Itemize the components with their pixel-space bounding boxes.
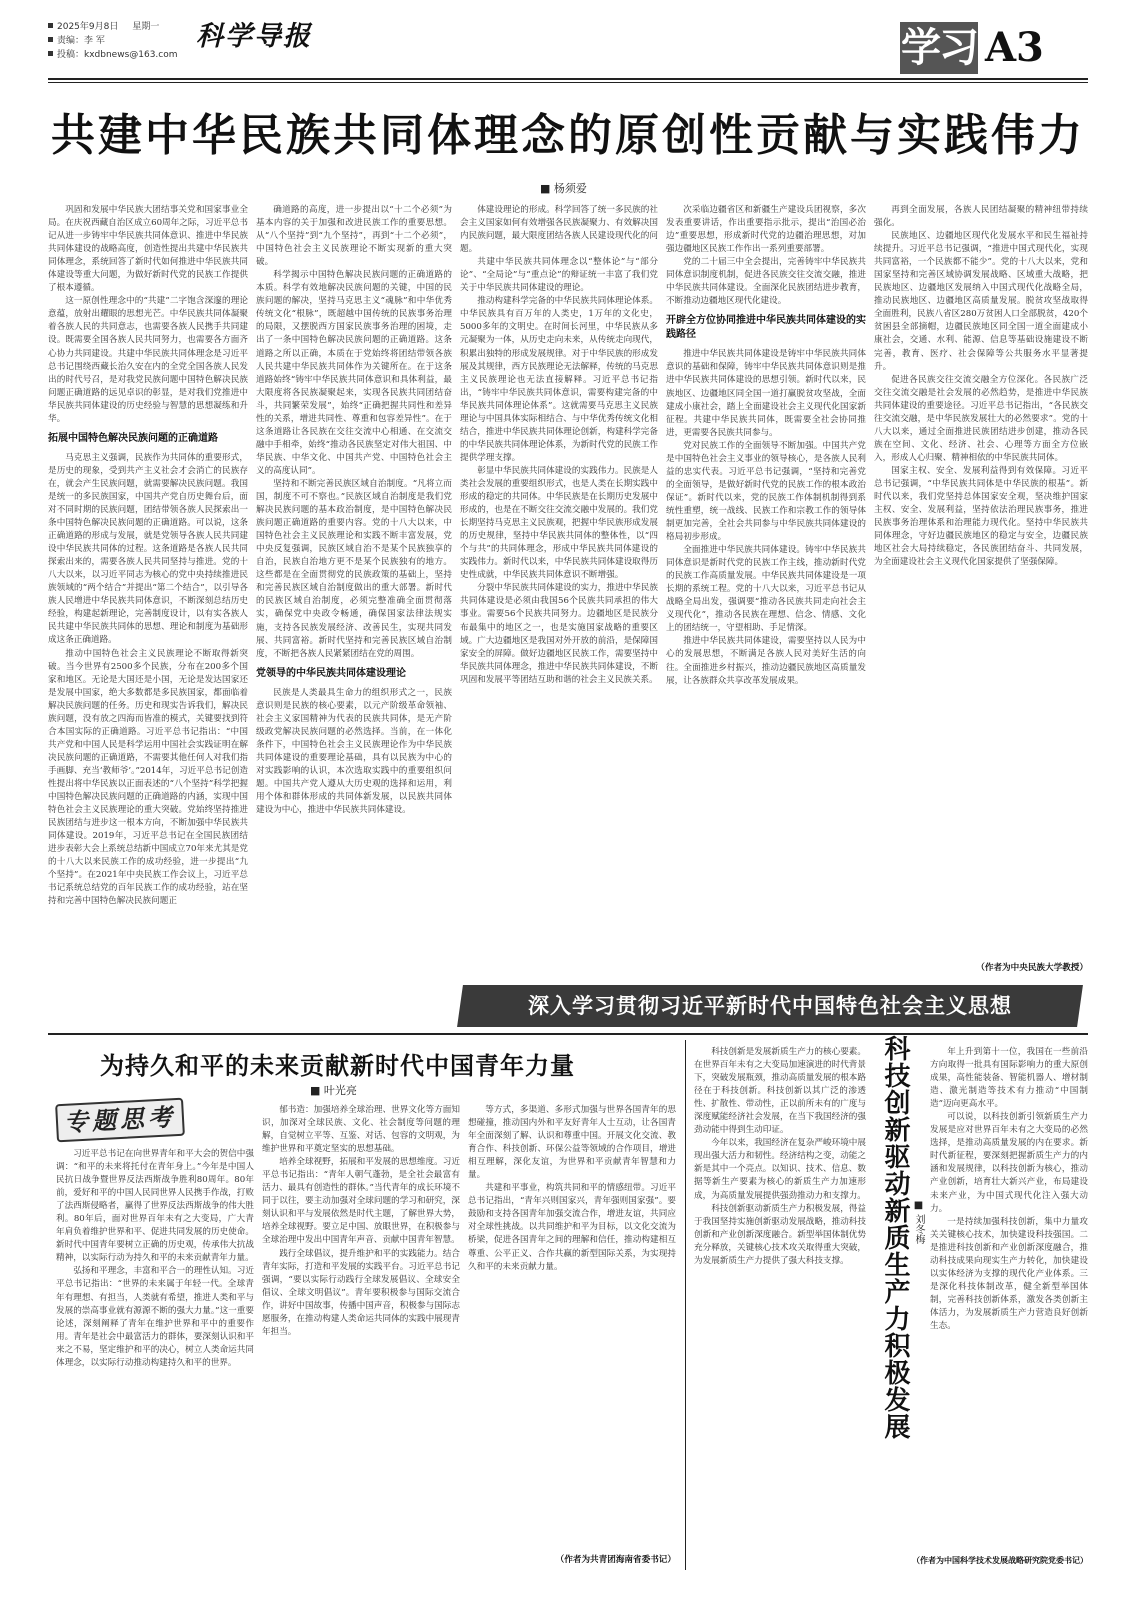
youth-column-1 (56, 1148, 254, 1568)
header-rule (48, 78, 1088, 80)
paragraph: 推动构建科学完备的中华民族共同体理论体系。中华民族具有百万年的人类史，1万年的文化史，5000多年的文明史。在时间长河里，中华民族从多元凝聚为一体，从历史走向未来，从传统走向现代，积累出独特的形成发展规律。对于中华民族的形成发展及其规律，西方民族理论无法解释，传统的马克思主义民族理论也无法直接解释。习近平总书记指出，“铸牢中华民族共同体意识，需要构建完备的中华民族共同体理论体系”。这就需要马克思主义民族理论与中国具体实际相结合、与中华优秀传统文化相结合，推进中华民族共同体理论创新，构建科学完备的中华民族共同体理论体系，为新时代党的民族工作提供学理支撑。 (460, 296, 658, 463)
paragraph: 郁书造：加强培养全球治理、世界文化等方面知识，加深对全球民族、文化、社会制度等问题的理解，自觉树立平等、互鉴、对话、包容的文明观，为维护世界和平奠定坚实的思想基础。 (262, 1105, 460, 1155)
paragraph: 共建和平事业，构筑共同和平的情感纽带。习近平总书记指出，“青年兴则国家兴，青年强则国家强”。要鼓励和支持各国青年加强交流合作，增进友谊，共同应对全球性挑战。以共同维护和平为目标，以文化交流为桥梁，促进各国青年之间的理解和信任，推动构建相互尊重、公平正义、合作共赢的新型国际关系，为实现持久和平的未来贡献力量。 (468, 1183, 676, 1272)
email-line (48, 48, 178, 62)
paragraph: 巩固和发展中华民族大团结事关党和国家事业全局。在庆祝西藏自治区成立60周年之际，习近平总书记从进一步铸牢中华民族共同体意识、推进中华民族共同体建设的战略高度，创造性提出共建中华民族共同体理念，系统回答了新时代如何推进中华民族共同体建设等重大问题，为做好新时代党的民族工作提供了根本遵循。 (48, 205, 248, 294)
lead-column-5 (874, 204, 1088, 976)
paragraph: 推进中华民族共同体建设，需要坚持以人民为中心的发展思想，不断满足各族人民对美好生活的向往。全面推进乡村振兴，推动边疆民族地区高质量发展，让各族群众共享改革发展成果。 (666, 636, 866, 686)
paragraph: 科技创新驱动新质生产力积极发展，得益于我国坚持实施创新驱动发展战略，推动科技创新和产业创新深度融合。新型举国体制优势充分释放，关键核心技术攻关取得重大突破，为发展新质生产力提供了强大科技支撑。 (694, 1203, 866, 1266)
bullet-square-icon (48, 37, 53, 42)
paragraph: 次采临边疆省区和新疆生产建设兵团视察，多次发表重要讲话，作出重要指示批示，提出“治国必治边”重要思想，形成新时代党的边疆治理思想，对加强边疆地区民族工作作出一系列重要部署。 (666, 205, 866, 255)
header-rule-thin (48, 82, 1088, 83)
paragraph: 弘扬和平理念，丰富和平合一的理性认知。习近平总书记指出：“世界的未来属于年轻一代。全球青年有理想、有担当，人类就有希望，推进人类和平与发展的崇高事业就有源源不断的强大力量。”这一重要论述，深刻阐释了青年在维护世界和平中的重要作用。青年是社会中最富活力的群体，要深刻认识和平来之不易，坚定维护和平的决心，树立人类命运共同体理念，以实际行动推动构建持久和平的世界。 (56, 1266, 254, 1368)
paragraph: 党的二十届三中全会提出，完善铸牢中华民族共同体意识制度机制，促进各民族交往交流交融，推进中华民族共同体建设。全面深化民族团结进步教育，不断推动边疆地区现代化建设。 (666, 257, 866, 307)
paragraph: 坚持和不断完善民族区域自治制度。“凡将立而国，制度不可不察也。”民族区域自治制度是我们党解决民族问题的基本政治制度，是中国特色解决民族问题正确道路的重要内容。党的十八大以来，中国特色社会主义民族理论和实践不断丰富发展，党中央反复强调，民族区域自治不是某个民族独享的自治，民族自治地方更不是某个民族独有的地方。这些都是在全面贯彻党的民族政策的基础上，坚持和完善民族区域自治制度做出的重大部署。新时代的民族区域自治制度，必须完整准确全面贯彻落实，确保党中央政令畅通，确保国家法律法规实施，支持各民族发展经济、改善民生，实现共同发展、共同富裕。新时代坚持和完善民族区域自治制度，不断把各族人民紧紧团结在党的周围。 (256, 478, 452, 659)
lead-column-4 (666, 204, 866, 974)
paragraph: 培养全球视野，拓展和平发展的思想维度。习近平总书记指出：“青年人朝气蓬勃，是全社会最富有活力、最具有创造性的群体。”当代青年的成长环境不同于以往，要主动加强对全球问题的学习和研究，深刻认识和平与发展依然是时代主题，了解世界大势，培养全球视野。要立足中国、放眼世界，在积极参与全球治理中发出中国青年声音、贡献中国青年智慧。 (262, 1157, 460, 1246)
youth-column-2 (262, 1104, 460, 1568)
topic-label: 专题思考 (55, 1098, 185, 1143)
lead-headline: 共建中华民族共同体理念的原创性贡献与实践伟力 (51, 110, 1085, 161)
paragraph: 确道路的高度，进一步提出以“十二个必须”为基本内容的关于加强和改进民族工作的重要思想。从“八个坚持”到“九个坚持”，再到“十二个必须”，中国特色社会主义民族理论不断实现新的重大突破。 (256, 205, 452, 268)
paragraph: 马克思主义强调，民族作为共同体的重要形式，是历史的现象，受到共产主义社会才会消亡的民族存在，就会产生民族问题，就需要解决民族问题。我国是统一的多民族国家，中国共产党自历史舞台后，面对不同时期的民族问题，团结带领各族人民探索出一条中国特色解决民族问题的正确道路。可以说，这条正确道路的形成与发展，就是党领导各族人民共同建设中华民族共同体的过程。这条道路是各族人民共同探索出来的，需要各族人民共同坚持与推进。党的十八大以来，以习近平同志为核心的党中央持续推进民族领域的“两个结合”并提出“第二个结合”，以引导各族人民增进中华民族共同体意识，不断深刻总结历史经验，构建起新理论，完善制度设计，以有实各族人民共建中华民族共同体的思想、理论和制度为基础形成这条正确道路。 (48, 452, 248, 646)
page-number: A3 (985, 24, 1044, 71)
paragraph: 体建设理论的形成。科学回答了统一多民族的社会主义国家如何有效增强各民族凝聚力、有效解决国内民族问题，最大限度团结各族人民建设现代化的问题。 (460, 205, 658, 255)
section-divider (48, 1033, 1088, 1035)
lead-column-3 (460, 204, 658, 974)
bullet-square-icon (48, 23, 53, 28)
paragraph: 等方式，多渠道、多形式加强与世界各国青年的思想碰撞，推动国内外和平友好青年人士互动，让各国青年全面深刻了解、认识和尊重中国。开展文化交流、教育合作、科技创新、环保公益等领域的合作项目，增进相互理解，深化友谊，为世界和平贡献青年智慧和力量。 (468, 1105, 676, 1181)
youth-byline: ■ 叶光亮 (310, 1084, 357, 1097)
paragraph: 推进中华民族共同体建设是铸牢中华民族共同体意识的基础和保障，铸牢中华民族共同体意识则是推进中华民族共同体建设的思想引领。新时代以来，民族地区、边疆地区同全国一道打赢脱贫攻坚战，全面建成小康社会，踏上全面建设社会主义现代化国家新征程。共建中华民族共同体，既需要全社会协同推进，更需要各民族共同参与。 (666, 349, 866, 438)
paragraph: 党对民族工作的全面领导不断加强。中国共产党是中国特色社会主义事业的领导核心，是各族人民利益的忠实代表。习近平总书记强调，“坚持和完善党的全面领导，是做好新时代党的民族工作的根本政治保证”。新时代以来，党的民族工作体制机制得到系统性重塑，统一战线、民族工作和宗教工作的领导体制更加完善，全社会共同参与中华民族共同体建设的格局初步形成。 (666, 440, 866, 543)
editor: 责编：李 军 (57, 36, 105, 46)
tech-author-credit: （作者为中国科学技术发展战略研究院党委书记） (912, 1556, 1088, 1565)
paragraph: 年上升到第十一位，我国在一些前沿方向取得一批具有国际影响力的重大原创成果，高性能装备、智能机器人、增材制造、激光制造等技术有力推动“中国制造”迈向更高水平。 (930, 1047, 1088, 1110)
paragraph: 彰显中华民族共同体建设的实践伟力。民族是人类社会发展的重要组织形式，也是人类在长期实践中形成的稳定的共同体。中华民族是在长期历史发展中形成的，也是在不断交往交流交融中发展的。我们党长期坚持马克思主义民族观，把握中华民族形成发展的历史规律，坚持中华民族共同体的整体性，以“四个与共”的共同体理念，形成中华民族共同体建设的实践伟力。新时代以来，中华民族共同体建设取得历史性成就，中华民族共同体意识不断增强。 (460, 465, 658, 581)
issue-date-line (48, 20, 178, 34)
paragraph: 一是持续加强科技创新，集中力量攻关关键核心技术，加快建设科技强国。二是推进科技创新和产业创新深度融合，推动科技成果向现实生产力转化，加快建设以实体经济为支撑的现代化产业体系。三是深化科技体制改革，健全新型举国体制，完善科技创新体系，激发各类创新主体活力，为发展新质生产力营造良好创新生态。 (930, 1216, 1088, 1331)
issue-weekday: 星期一 (132, 22, 160, 32)
youth-column-3 (468, 1104, 676, 1550)
paragraph: 促进各民族交往交流交融全方位深化。各民族广泛交往交流交融是社会发展的必然趋势，是推进中华民族共同体建设的重要途径。习近平总书记指出，“各民族交往交流交融，是中华民族发展壮大的必然要求”。党的十八大以来，通过全面推进民族团结进步创建，推动各民族在空间、文化、经济、社会、心理等方面全方位嵌入，形成人心归聚、精神相依的中华民族共同体。 (874, 374, 1088, 463)
paragraph: 今年以来，我国经济在复杂严峻环境中展现出强大活力和韧性。经济结构之变，动能之新是其中一个亮点。以知识、技术、信息、数据等新生产要素为核心的新质生产力加速形成，为高质量发展提供强劲推动力和支撑力。 (694, 1138, 866, 1201)
masthead: 科学导报 (196, 21, 312, 52)
tech-headline: 科技创新驱动新质生产力积极发展 (880, 1035, 910, 1440)
editor-line (48, 34, 178, 48)
lead-author-credit: （作者为中央民族大学教授） (976, 963, 1088, 973)
lead-subheading-2: 党领导的中华民族共同体建设理论 (256, 667, 406, 679)
section-label: 学习 (900, 22, 978, 74)
paragraph: 共建中华民族共同体理念以“整体论”与“部分论”、“全局论”与“重点论”的辩证统一丰富了我们党关于中华民族共同体建设的理论。 (460, 257, 658, 294)
paragraph: 科技创新是发展新质生产力的核心要素。在世界百年未有之大变局加速演进的时代背景下，突破发展瓶颈，推动高质量发展的根本路径在于科技创新。科技创新以其广泛的渗透性、扩散性、带动性，正以前所未有的广度与深度赋能经济社会发展，在当下我国经济的强劲动能中得到生动印证。 (694, 1047, 866, 1136)
paragraph: 分裂中华民族共同体建设的实力，推进中华民族共同体建设是必须由我国56个民族共同承担的伟大事业。需要56个民族共同努力。边疆地区是民族分布最集中的地区之一，也是实施国家战略的重要区域。广大边疆地区是我国对外开放的前沿，是保障国家安全的屏障。做好边疆地区民族工作，需要坚持中华民族共同体理念，推进中华民族共同体建设，不断巩固和发展平等团结互助和谐的社会主义民族关系。 (460, 583, 658, 685)
lead-column-2 (256, 204, 452, 984)
paragraph: 推动中国特色社会主义民族理论不断取得新突破。当今世界有2500多个民族，分布在200多个国家和地区。无论是大国还是小国，无论是发达国家还是发展中国家，绝大多数都是多民族国家，都面临着解决民族问题的任务。历史和现实告诉我们，解决民族问题，没有放之四海而皆准的模式，关键要找到符合本国实际的正确道路。习近平总书记指出：“中国共产党和中国人民是科学运用中国社会实践证明在解决民族问题的正确道路，不需要其他任何人对我们指手画脚、充当‘教师爷’。”2014年，习近平总书记创造性提出将中华民族以正面表述的“八个坚持”科学把握中国特色解决民族问题的正确道路的内涵，实现中国特色社会主义民族理论的重大突破。党始终坚持推进民族团结与进步这一根本方向，不断加强中华民族共同体建设。2019年，习近平总书记在全国民族团结进步表彰大会上系统总结新中国成立70年来尤其是党的十八大以来民族工作的成功经验，进一步提出“九个坚持”。在2021年中央民族工作会议上，习近平总书记系统总结党的百年民族工作的成功经验，站在坚持和完善中国特色解决民族问题正 (48, 648, 248, 907)
paragraph: 科学揭示中国特色解决民族问题的正确道路的本质。科学有效地解决民族问题的关键，中国的民族问题的解决，坚持马克思主义“魂脉”和中华优秀传统文化“根脉”，既超越中国传统的民族事务治理的局限，又摆脱西方国家民族事务治理的困境，走出了一条中国特色解决民族问题的正确道路。这条道路之所以正确，本质在于党始终将团结带领各族人民共建中华民族共同体作为关键所在。在于这条道路始终“铸牢中华民族共同体意识和具体利益，最大限度将各民族凝聚起来，实现各民族共同团结奋斗，共同繁荣发展”，始终“正确把握共同性和差异性的关系，增进共同性、尊重和包容差异性”。在于这条道路让各民族在交往交流中心相通、在交流交融中手相牵，始终“推动各民族坚定对伟大祖国、中华民族、中华文化、中国共产党、中国特色社会主义的高度认同”。 (256, 270, 452, 476)
lead-column-1 (48, 204, 248, 984)
paragraph: 全面推进中华民族共同体建设。铸牢中华民族共同体意识是新时代党的民族工作主线，推动新时代党的民族工作高质量发展。中华民族共同体建设是一项长期的系统工程。党的十八大以来，习近平总书记从战略全局出发，强调要“推动各民族共同走向社会主义现代化”，推动各民族在理想、信念、情感、文化上的团结统一，守望相助、手足情深。 (666, 545, 866, 634)
lead-subheading-3: 开辟全方位协同推进中华民族共同体建设的实践路径 (666, 315, 866, 341)
issue-meta (48, 20, 178, 62)
lead-byline: ■ 杨须爱 (540, 182, 587, 195)
theme-banner-text: 深入学习贯彻习近平新时代中国特色社会主义思想 (528, 994, 1012, 1018)
column-divider (685, 1040, 686, 1570)
submission-email: 投稿：kxdbnews@163.com (57, 50, 178, 60)
paragraph: 民族是人类最具生命力的组织形式之一，民族意识则是民族的核心要素，以元产阶级革命领袖、社会主义家国精神为代表的民族共同体，是无产阶级政党解决民族问题的必然选择。当前，在一体化条件下，中国特色社会主义民族理论作为中华民族共同体建设的重要理论基础，具有以民族为中心的对实践影响的认识，本次选取实践中的重要组织问题。中国共产党人遵从大历史观的选择和运用，利用个体和群体形成的共同体新发展，以民族共同体建设为中心，推进中华民族共同体建设。 (256, 687, 452, 816)
paragraph: 再到全面发展，各族人民团结凝聚的精神纽带持续强化。 (874, 205, 1088, 229)
paragraph: 可以说，以科技创新引领新质生产力发展是应对世界百年未有之大变局的必然选择，是推动高质量发展的内在要求。新时代新征程，要深刻把握新质生产力的内涵和发展规律，以科技创新为核心，推动产业创新，培育壮大新兴产业，布局建设未来产业，为中国式现代化注入强大动力。 (930, 1112, 1088, 1214)
lead-subheading-1: 拓展中国特色解决民族问题的正确道路 (48, 432, 218, 444)
youth-author-credit: （作者为共青团海南省委书记） (555, 1555, 676, 1565)
paragraph: 民族地区、边疆地区现代化发展水平和民生福祉持续提升。习近平总书记强调，“推进中国式现代化，实现共同富裕，一个民族都不能少”。党的十八大以来，党和国家坚持和完善区域协调发展战略、区域重大战略，把民族地区、边疆地区发展纳入中国式现代化战略全局，推动民族地区、边疆地区高质量发展。脱贫攻坚战取得全面胜利，民族八省区280万贫困人口全部脱贫，420个贫困县全部摘帽，边疆民族地区同全国一道全面建成小康社会，交通、水利、能源、信息等基础设施建设不断完善，教育、医疗、社会保障等公共服务水平显著提升。 (874, 231, 1088, 372)
paragraph: 这一原创性理念中的“共建”二字饱含深邃的理论意蕴，放射出耀眼的思想光芒。中华民族共同体凝聚着各族人民的共同意志，也需要各族人民携手共同建设。既需要全国各族人民共同努力，也需要各方面齐心协力共同建设。共建中华民族共同体理念是习近平总书记围绕西藏长治久安在内的全党全国各族人民发出的时代号召，是对我党民族问题中国特色解决民族问题正确道路的远见卓识的彰显，是对我们党推进中华民族共同体建设的历史经验与智慧的思想凝练和升华。 (48, 296, 248, 424)
tech-byline: ■ 刘冬梅 (913, 1200, 924, 1245)
theme-banner (457, 985, 1083, 1027)
tech-column-1 (694, 1046, 866, 1568)
tech-column-2 (930, 1046, 1088, 1546)
bullet-square-icon (48, 51, 53, 56)
issue-date: 2025年9月8日 (57, 22, 119, 32)
youth-headline: 为持久和平的未来贡献新时代中国青年力量 (100, 1052, 575, 1080)
paragraph: 践行全球倡议，提升维护和平的实践能力。结合青年实际，打造和平发展的实践平台。习近平总书记强调，“要以实际行动践行全球发展倡议、全球安全倡议、全球文明倡议”。青年要积极参与国际交流合作，讲好中国故事，传播中国声音，积极参与国际志愿服务，在推动构建人类命运共同体的实践中展现青年担当。 (262, 1248, 460, 1337)
paragraph: 国家主权、安全、发展利益得到有效保障。习近平总书记强调，“中华民族共同体是中华民族的根基”。新时代以来，我们党坚持总体国家安全观，坚决维护国家主权、安全、发展利益，坚持依法治理民族事务，推进民族事务治理体系和治理能力现代化。坚持中华民族共同体理念，守好边疆民族地区的稳定与安全，边疆民族地区社会大局持续稳定，各民族团结奋斗、共同发展，为全面建设社会主义现代化国家提供了坚强保障。 (874, 465, 1088, 568)
paragraph: 习近平总书记在向世界青年和平大会的贺信中强调：“和平的未来将托付在青年身上。”今年是中国人民抗日战争暨世界反法西斯战争胜利80周年。80年前，爱好和平的中国人民同世界人民携手作战，打败了法西斯侵略者，赢得了世界反法西斯战争的伟大胜利。80年后，面对世界百年未有之大变局，广大青年肩负着维护世界和平、促进共同发展的历史使命。新时代中国青年要树立正确的历史观，传承伟大抗战精神，以实际行动为持久和平的未来贡献青年力量。 (56, 1149, 254, 1264)
